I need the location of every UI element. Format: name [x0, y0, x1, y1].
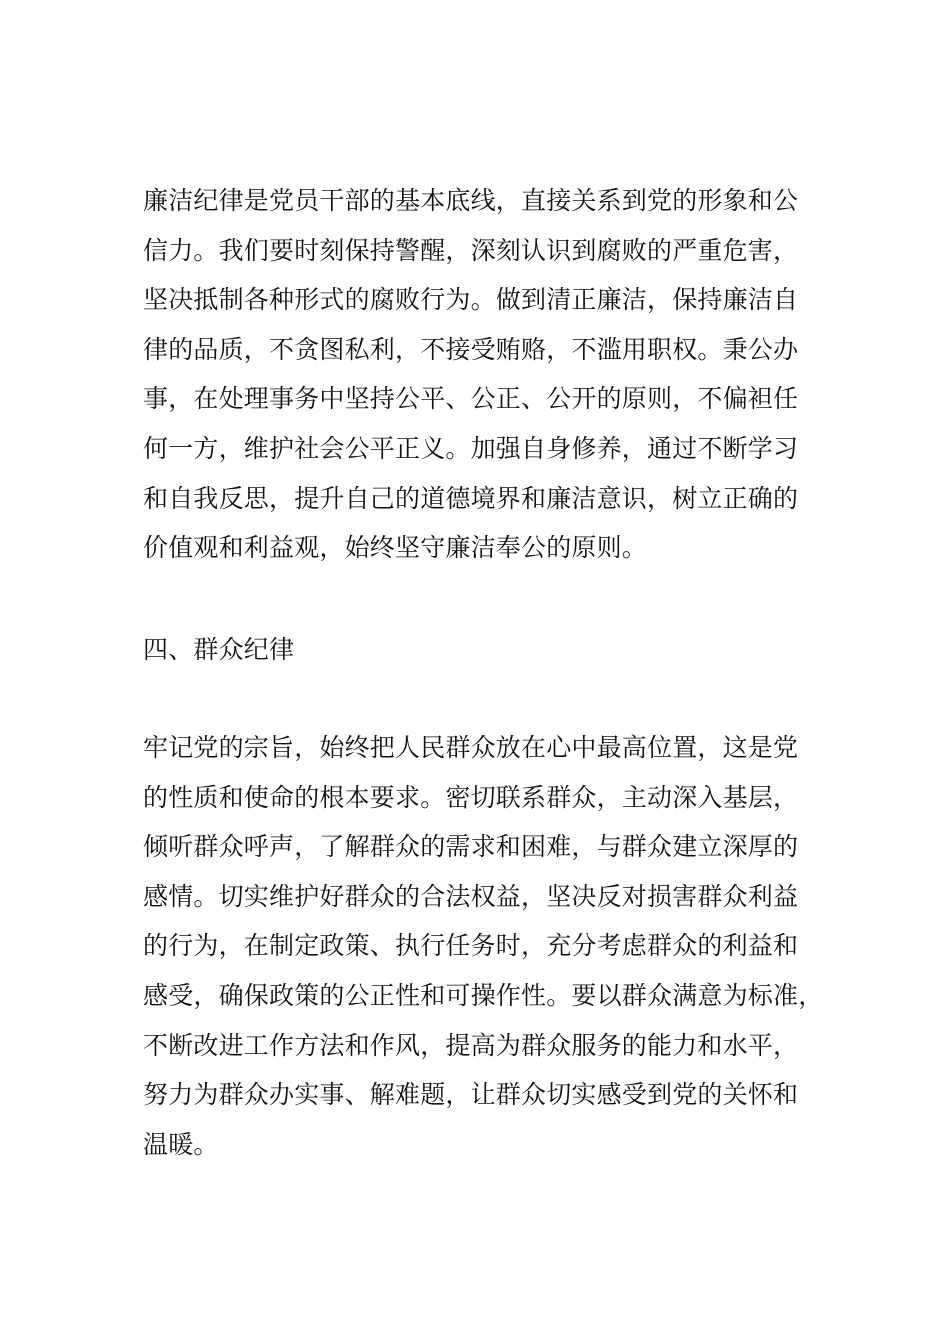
paragraph-line: 价值观和利益观，始终坚守廉洁奉公的原则。: [143, 533, 648, 563]
paragraph-line: 不断改进工作方法和作风，提高为群众服务的能力和水平，: [143, 1030, 799, 1060]
paragraph-line: 温暖。: [143, 1129, 219, 1159]
paragraph-line: 的性质和使命的根本要求。密切联系群众，主动深入基层，: [143, 782, 799, 812]
paragraph-line: 倾听群众呼声，了解群众的需求和困难，与群众建立深厚的: [143, 832, 799, 862]
paragraph-integrity-discipline: [143, 176, 843, 573]
section-heading: [143, 625, 843, 675]
paragraph-line: 和自我反思，提升自己的道德境界和廉洁意识，树立正确的: [143, 483, 799, 513]
paragraph-mass-discipline: [143, 723, 843, 1169]
section-heading-text: 四、群众纪律: [143, 635, 295, 664]
paragraph-line: 何一方，维护社会公平正义。加强自身修养，通过不断学习: [143, 433, 799, 463]
paragraph-line: 事，在处理事务中坚持公平、公正、公开的原则，不偏袒任: [143, 384, 799, 414]
paragraph-line: 感受，确保政策的公正性和可操作性。要以群众满意为标准，: [143, 980, 824, 1010]
paragraph-line: 坚决抵制各种形式的腐败行为。做到清正廉洁，保持廉洁自: [143, 285, 799, 315]
paragraph-line: 的行为，在制定政策、执行任务时，充分考虑群众的利益和: [143, 931, 799, 961]
paragraph-line: 感情。切实维护好群众的合法权益，坚决反对损害群众利益: [143, 881, 799, 911]
paragraph-line: 努力为群众办实事、解难题，让群众切实感受到党的关怀和: [143, 1080, 799, 1110]
paragraph-line: 信力。我们要时刻保持警醒，深刻认识到腐败的严重危害，: [143, 235, 799, 265]
paragraph-line: 律的品质，不贪图私利，不接受贿赂，不滥用职权。秉公办: [143, 334, 799, 364]
paragraph-line: 牢记党的宗旨，始终把人民群众放在心中最高位置，这是党: [143, 733, 799, 762]
paragraph-line: 廉洁纪律是党员干部的基本底线，直接关系到党的形象和公: [143, 186, 799, 215]
